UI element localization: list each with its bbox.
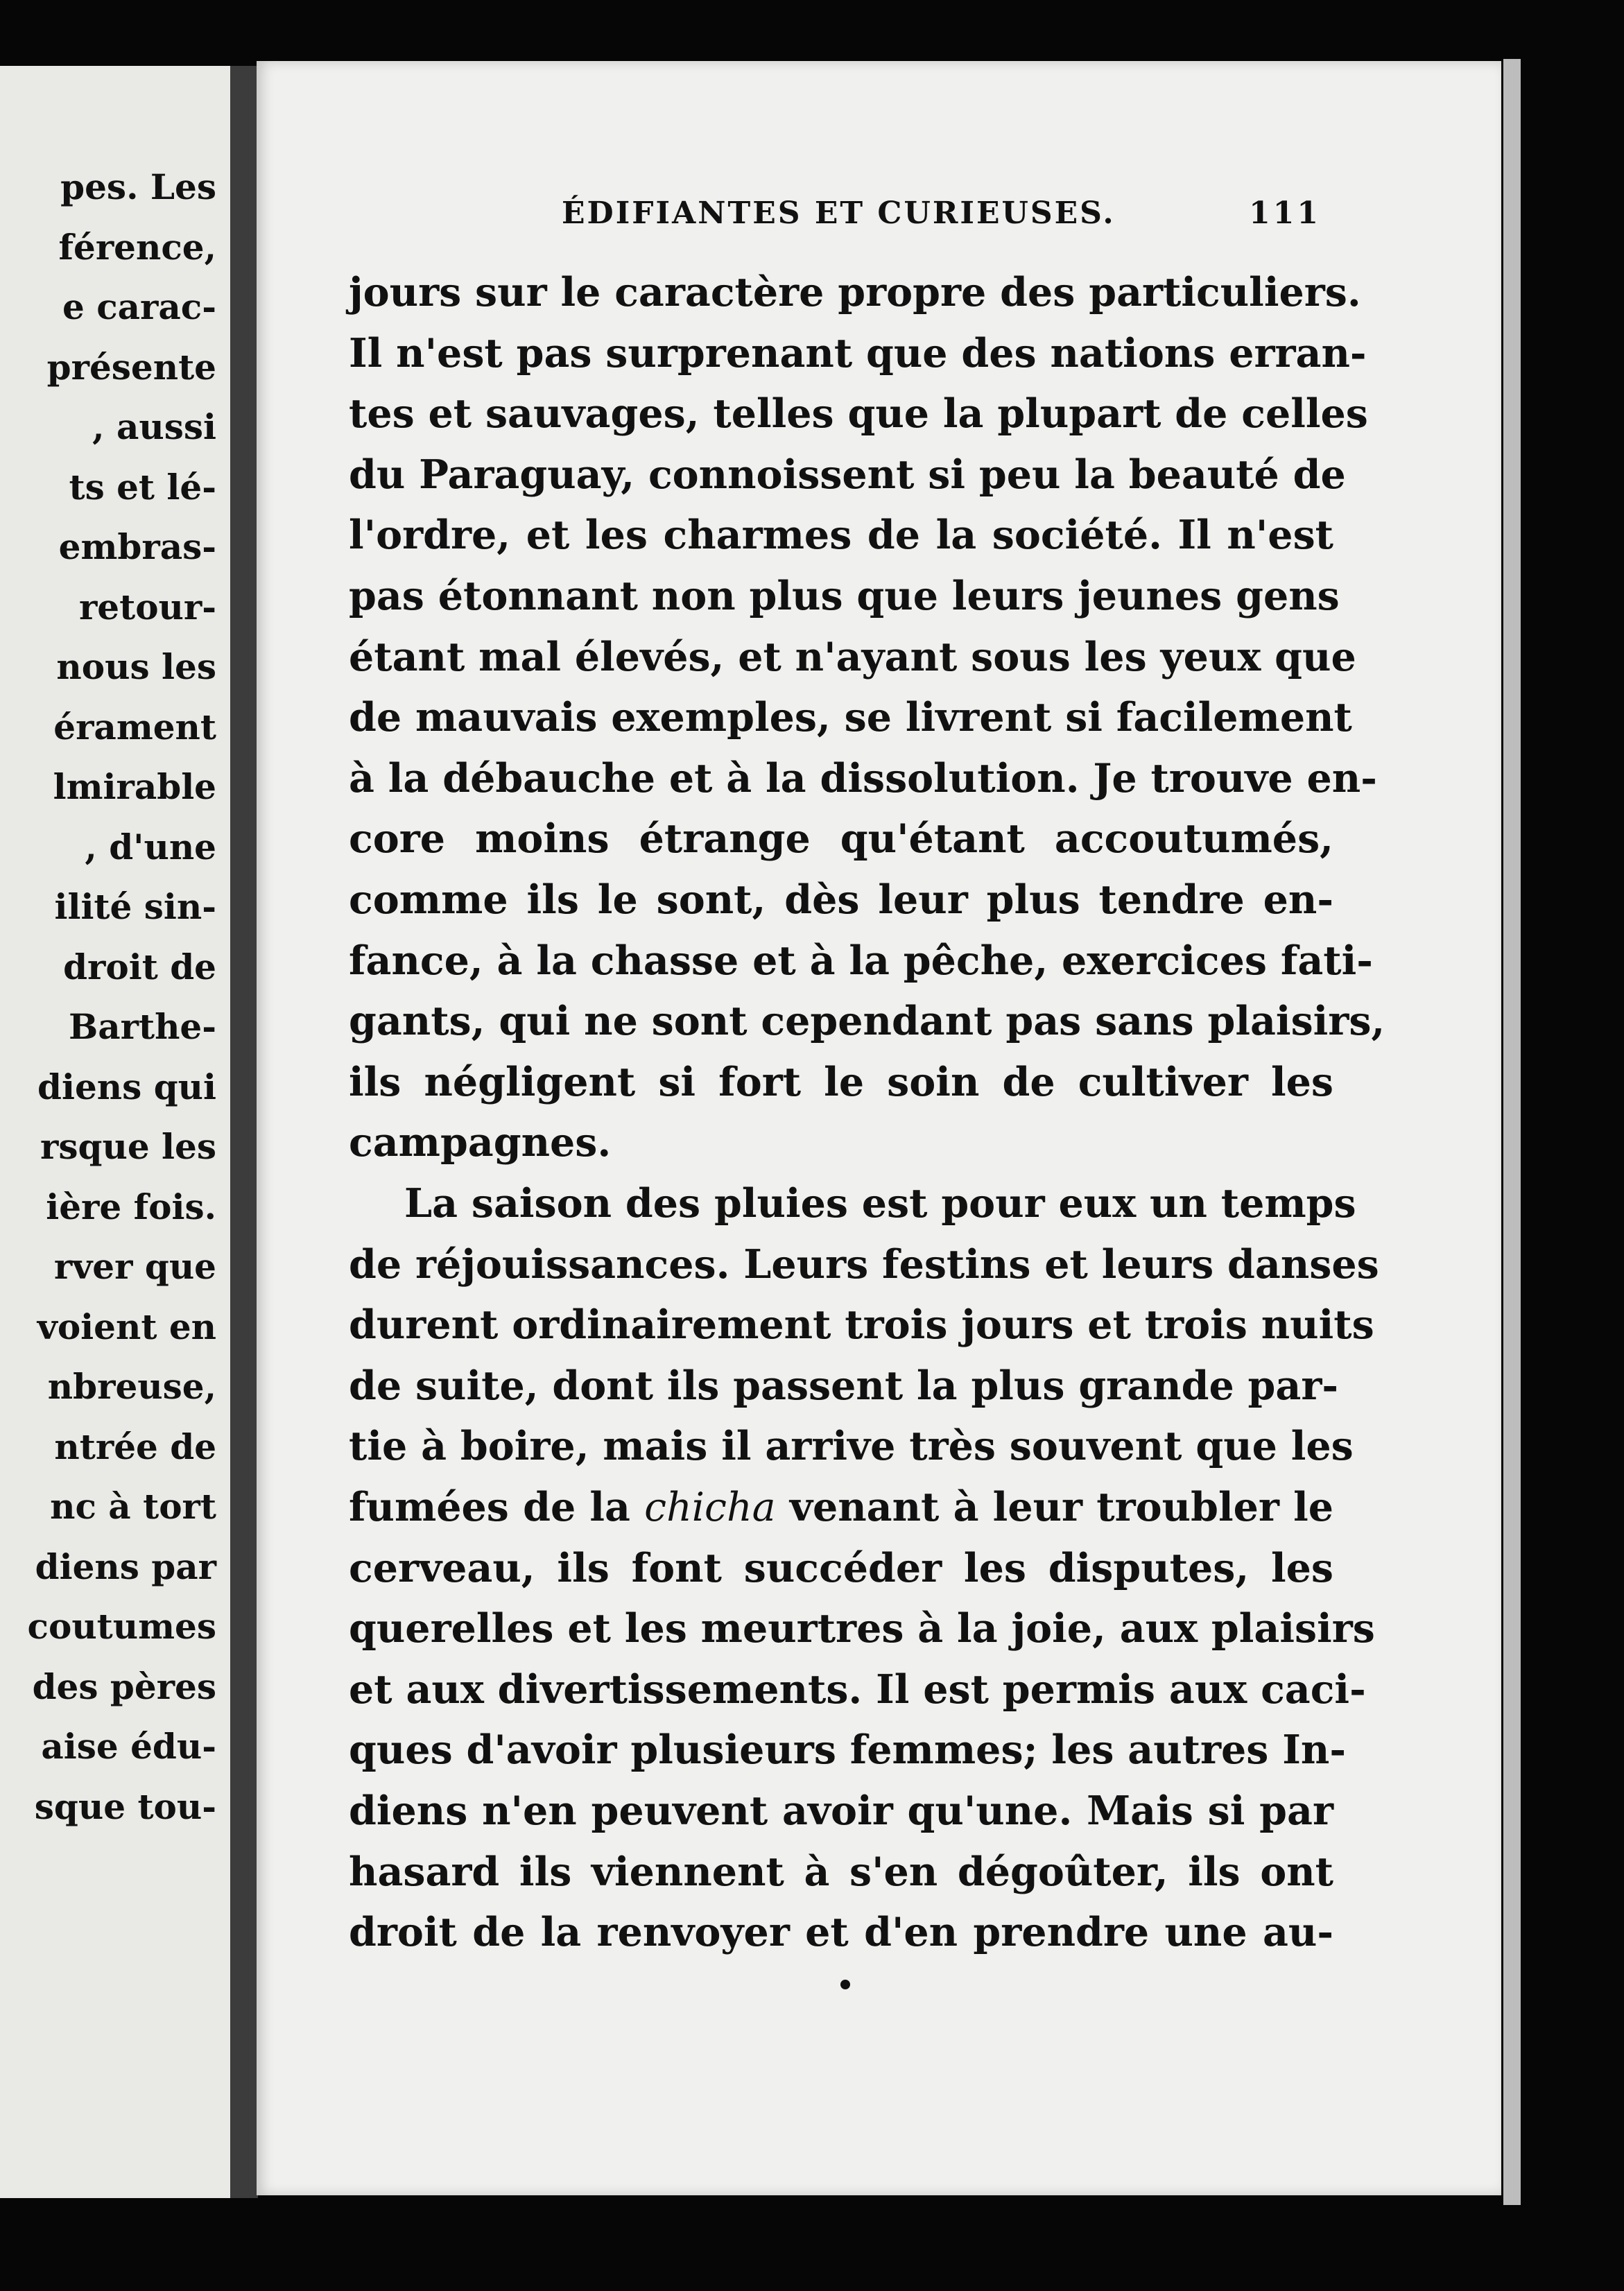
left-page-line: ière fois. [46, 1186, 216, 1227]
left-page-line: e carac- [62, 286, 216, 327]
left-page-line: des pères [32, 1666, 216, 1707]
left-page-line: , d'une [85, 826, 216, 867]
left-page-line: lmirable [53, 766, 216, 807]
left-page-line: retour- [78, 586, 216, 628]
text-line: cerveau, ils font succéder les disputes, les [349, 1544, 1333, 1591]
text-line: querelles et les meurtres à la joie, aux plaisirs [349, 1605, 1375, 1652]
text-line: La saison des pluies est pour eux un temps [404, 1180, 1356, 1227]
left-page-line: nc à tort [50, 1486, 216, 1527]
text-line: du Paraguay, connoissent si peu la beauté de [349, 451, 1346, 498]
text-line: fumées de la chicha venant à leur troubler le [349, 1484, 1333, 1530]
left-page-line: ilité sin- [54, 886, 216, 927]
text-line: ques d'avoir plusieurs femmes; les autres In- [349, 1727, 1346, 1774]
left-page-line: coutumes [27, 1606, 216, 1647]
running-header [562, 196, 1321, 237]
page-number: 111 [1249, 196, 1321, 231]
left-page [0, 66, 230, 2198]
left-page-line: érament [53, 706, 216, 747]
text-line: comme ils le sont, dès leur plus tendre en- [349, 876, 1333, 923]
text-line: et aux divertissements. Il est permis aux caci- [349, 1666, 1366, 1713]
left-page-line: , aussi [92, 406, 216, 447]
text-line: tes et sauvages, telles que la plupart de celles [349, 390, 1368, 438]
text-line: de réjouissances. Leurs festins et leurs danses [349, 1240, 1379, 1288]
left-page-line: voient en [37, 1306, 216, 1347]
left-page-line: droit de [63, 946, 216, 987]
left-page-line: férence, [58, 226, 216, 268]
left-page-line: ts et lé- [69, 466, 216, 508]
text-line: hasard ils viennent à s'en dégoûter, ils ont [349, 1848, 1333, 1895]
text-line: tie à boire, mais il arrive très souvent que les [349, 1423, 1354, 1470]
text-line: diens n'en peuvent avoir qu'une. Mais si par [349, 1788, 1333, 1834]
text-line: campagnes. [349, 1119, 612, 1166]
left-page-line: présente [46, 346, 216, 388]
text-line: fance, à la chasse et à la pêche, exercices fati- [349, 937, 1373, 984]
left-page-line: aise édu- [41, 1726, 216, 1767]
text-line: à la débauche et à la dissolution. Je trouve en- [349, 754, 1377, 802]
left-page-line: rsque les [40, 1126, 216, 1167]
page-edge [1503, 59, 1521, 2205]
text-line: ils négligent si fort le soin de cultiver les [349, 1058, 1333, 1105]
text-line: pas étonnant non plus que leurs jeunes gens [349, 573, 1340, 619]
left-page-line: Barthe- [68, 1006, 216, 1047]
text-line: droit de la renvoyer et d'en prendre une au- [349, 1909, 1333, 1956]
left-page-line: ntrée de [54, 1426, 216, 1467]
left-page-line: rver que [53, 1246, 216, 1287]
italic-word: chicha [644, 1485, 776, 1530]
text-line: de suite, dont ils passent la plus grande par- [349, 1362, 1339, 1409]
text-line: de mauvais exemples, se livrent si facilement [349, 694, 1352, 741]
text-line: core moins étrange qu'étant accoutumés, [349, 815, 1333, 863]
left-page-line: embras- [58, 526, 216, 567]
header-title: ÉDIFIANTES ET CURIEUSES. [562, 196, 1116, 231]
left-page-line: sque tou- [34, 1786, 216, 1827]
left-page-line: nous les [56, 646, 216, 687]
left-page-line: pes. Les [60, 166, 216, 207]
left-page-line: diens par [35, 1546, 216, 1587]
text-line: l'ordre, et les charmes de la société. Il n'est [349, 512, 1333, 559]
left-page-line: diens qui [37, 1066, 216, 1107]
text-line: jours sur le caractère propre des particuliers. [349, 269, 1361, 315]
text-line: durent ordinairement trois jours et trois nuits [349, 1302, 1374, 1349]
signature-mark [840, 1980, 850, 1989]
left-page-line: nbreuse, [47, 1366, 216, 1407]
text-line: gants, qui ne sont cependant pas sans plaisirs, [349, 998, 1385, 1045]
text-line: étant mal élevés, et n'ayant sous les yeux que [349, 633, 1356, 680]
text-line: Il n'est pas surprenant que des nations erran- [349, 329, 1367, 377]
book-gutter [230, 66, 258, 2198]
